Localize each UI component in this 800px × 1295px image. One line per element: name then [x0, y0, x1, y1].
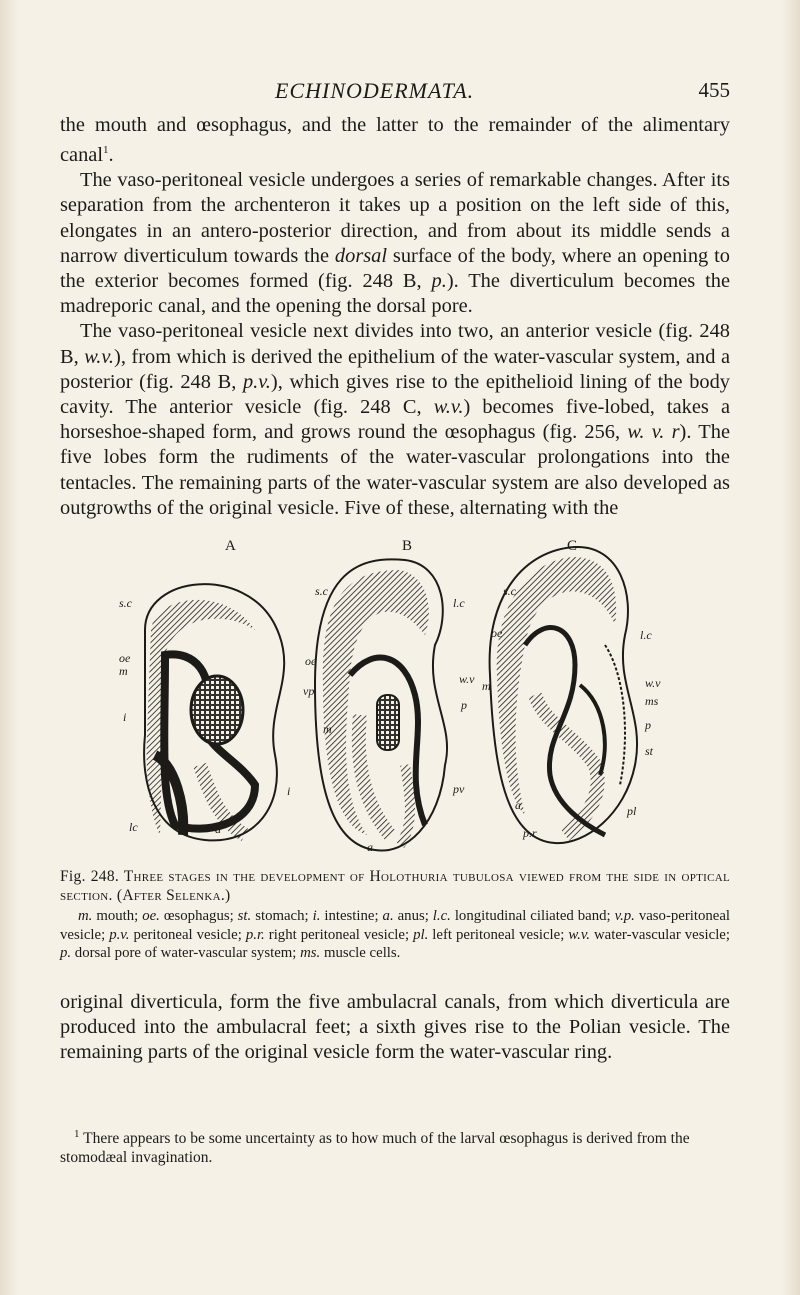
figure-label: m	[119, 664, 128, 678]
legend-abbr: ms.	[300, 945, 321, 961]
figure-label: w.v	[645, 676, 661, 690]
legend-entry	[238, 908, 309, 924]
figure-label: ms	[645, 694, 659, 708]
paragraph-3: The vaso-peritoneal vesicle next divides into two, an anterior vesicle (fig. 248 B, w.v.), from which is derived the epithelium of the water-vascular system, and a posterior (fig. 248 B, p.v.), which gives rise to the epithelioid lining of the body cavity. The anterior vesicle (fig. 248 C, w.v.) becomes five-lobed, takes a horseshoe-shaped form, and grows round the œsophagus (fig. 256, w. v. r). The five lobes form the rudiments of the water-vascular prolongations into the tentacles. The remaining parts of the water-vascular system are also developed as outgrowths of the original vesicle. Five of these, alternating with the	[60, 320, 731, 519]
legend-abbr: v.p.	[614, 908, 635, 924]
panel-b	[315, 559, 447, 850]
figure-label: l.c	[640, 628, 652, 642]
caption-attribution: (After Selenka.)	[116, 887, 231, 904]
legend-desc: œsophagus;	[159, 908, 234, 924]
figure-label: w.v	[459, 672, 475, 686]
figure-caption	[60, 867, 730, 963]
figure-label: st	[645, 744, 654, 758]
running-title: ECHINODERMATA.	[275, 78, 475, 103]
figure-label: lc	[129, 820, 138, 834]
figure-panel-label: B	[402, 538, 413, 554]
caption-figure-number: Fig. 248.	[60, 868, 120, 885]
figure-label: m	[482, 679, 491, 693]
footnote-ref: 1	[103, 144, 109, 157]
page-edge-right	[782, 0, 800, 1295]
legend-entry	[413, 927, 564, 943]
legend-entry	[383, 908, 429, 924]
figure-label: s.c	[119, 596, 132, 610]
figure-illustration	[105, 535, 705, 855]
legend-entry	[78, 908, 138, 924]
legend-desc: muscle cells.	[320, 945, 401, 961]
page-header	[60, 78, 730, 108]
legend-desc: water-vascular vesicle;	[590, 926, 730, 943]
legend-abbr: st.	[237, 908, 252, 924]
figure-label: m	[323, 722, 332, 736]
figure-label: i	[287, 784, 291, 798]
legend-abbr: oe.	[142, 908, 160, 924]
figure-label: oe	[119, 651, 131, 665]
body-text-bottom	[60, 990, 730, 1066]
figure-label: pl	[627, 804, 637, 818]
figure-label: i	[123, 710, 127, 724]
figure-label: oe	[305, 654, 317, 668]
page-number: 455	[698, 78, 730, 102]
figure-panel-label: C	[567, 538, 578, 554]
figure-panel-label: A	[225, 538, 236, 554]
caption-title-text: Three stages in the development of Holothuria tubulosa viewed from the side in optical section.	[60, 868, 730, 904]
paragraph-2: The vaso-peritoneal vesicle undergoes a series of remarkable changes. After its separation from the archenteron it takes up a position on the left side of this, elongates in an antero-posterior direction, and from about its middle sends a narrow diverticulum towards the dorsal surface of the body, where an opening to the exterior becomes formed (fig. 248 B, p.). The diverticulum becomes the madreporic canal, and the opening the dorsal pore.	[60, 169, 730, 318]
legend-desc: peritoneal vesicle;	[129, 926, 242, 943]
panel-a	[144, 584, 284, 840]
legend-entry	[142, 908, 234, 924]
caption-title	[60, 867, 730, 905]
legend-entry	[433, 908, 611, 924]
paragraph-1: the mouth and œsophagus, and the latter to the remainder of the alimentary canal$^1$.	[60, 114, 730, 166]
legend-desc: longitudinal ciliated band;	[450, 908, 611, 924]
legend-desc: intestine;	[320, 908, 379, 924]
figure-label: p.r	[523, 826, 537, 840]
legend-desc: mouth;	[92, 908, 139, 924]
footnote-marker: 1	[74, 1128, 80, 1140]
legend-desc: right peritoneal vesicle;	[264, 926, 410, 943]
figure-248	[105, 535, 705, 855]
legend-abbr: w.v.	[568, 926, 590, 943]
legend-entry	[246, 927, 409, 943]
legend-entry	[313, 908, 379, 924]
legend-abbr: p.	[60, 945, 72, 961]
legend-desc: vaso-peritoneal vesicle;	[60, 908, 731, 943]
legend-abbr: i.	[312, 908, 321, 924]
caption-legend	[60, 907, 730, 963]
legend-entry	[568, 927, 730, 943]
paragraph-4: original diverticula, form the five ambulacral canals, from which diverticula are produced into the ambulacral feet; a sixth gives rise to the Polian vesicle. The remaining parts of the original vesicle form the water-vascular ring.	[60, 991, 730, 1064]
figure-label: s.c	[315, 584, 328, 598]
legend-desc: left peritoneal vesicle;	[428, 926, 565, 943]
legend-abbr: p.r.	[245, 926, 265, 943]
body-text-top	[60, 113, 730, 521]
footnote-text: There appears to be some uncertainty as to how much of the larval œsophagus is derived from the stomodæal invagination.	[60, 1130, 690, 1167]
legend-desc: dorsal pore of water-vascular system;	[71, 945, 297, 961]
figure-label: p	[645, 718, 651, 732]
figure-label: a	[215, 822, 221, 836]
figure-label: a	[367, 840, 373, 854]
legend-abbr: l.c.	[432, 908, 451, 924]
legend-abbr: a.	[382, 908, 394, 924]
figure-label: a	[515, 798, 521, 812]
legend-desc: stomach;	[251, 908, 309, 924]
figure-label: pv	[453, 782, 465, 796]
figure-label: oe	[491, 626, 503, 640]
legend-entry	[300, 945, 400, 961]
legend-entry	[60, 945, 296, 961]
page-edge-left	[0, 0, 18, 1295]
legend-abbr: pl.	[413, 926, 429, 943]
legend-abbr: p.v.	[109, 926, 130, 943]
figure-label: l.c	[453, 596, 465, 610]
legend-abbr: m.	[78, 908, 93, 924]
footnote	[60, 1125, 730, 1167]
figure-label: vp	[303, 684, 315, 698]
figure-label: p	[461, 698, 467, 712]
legend-entry	[109, 927, 242, 943]
figure-label: s.c	[503, 584, 516, 598]
legend-desc: anus;	[393, 908, 429, 924]
